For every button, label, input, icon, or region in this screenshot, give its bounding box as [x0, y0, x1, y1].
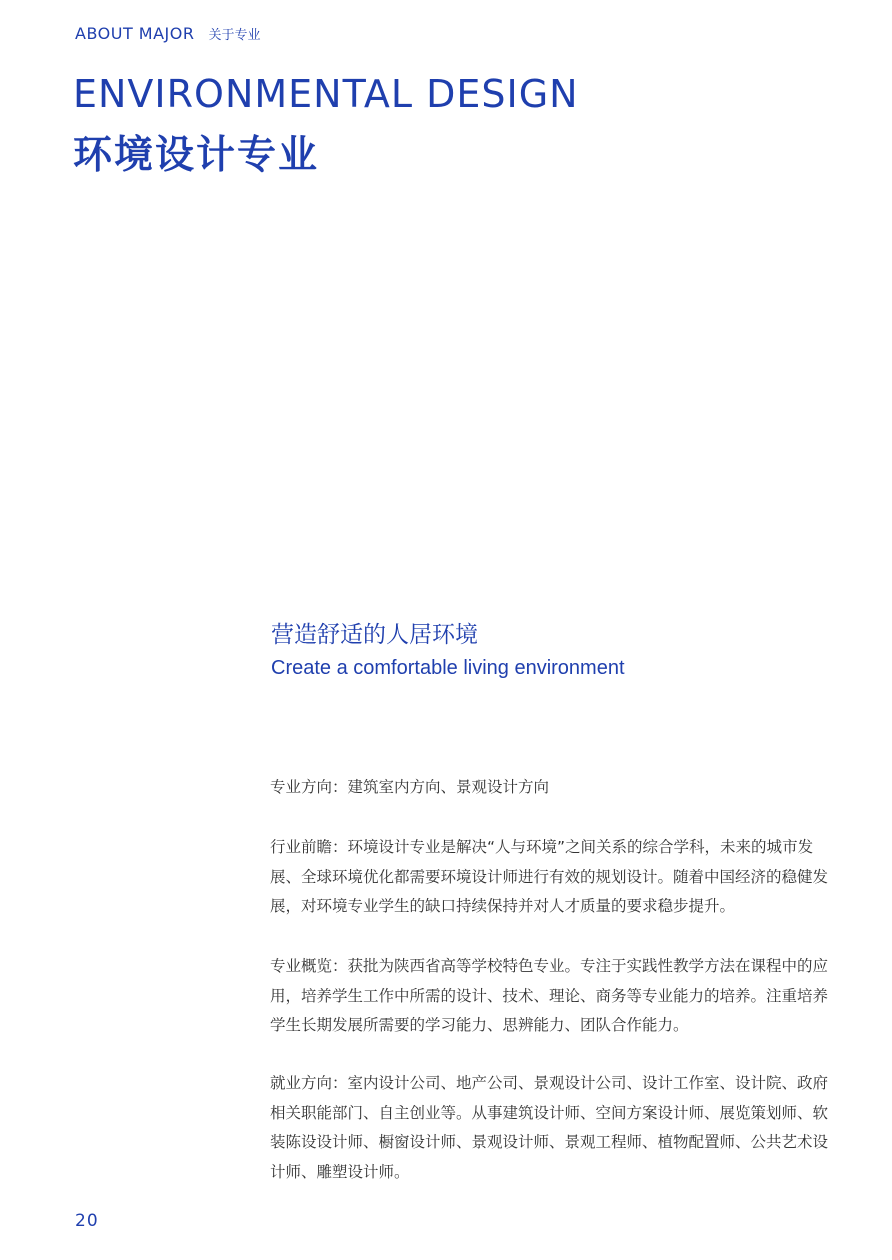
- slogan-cn: 营造舒适的人居环境: [271, 622, 478, 648]
- section-employment: 就业方向：室内设计公司、地产公司、景观设计公司、设计工作室、设计院、政府相关职能部门、自主创业等。从事建筑设计师、空间方案设计师、展览策划师、软装陈设设计师、橱窗设计师、景观设计师、景观工程师、植物配置师、公共艺术设计师、雕塑设计师。: [270, 1074, 829, 1181]
- page-title-en: ENVIRONMENTAL DESIGN: [73, 72, 579, 116]
- header-label-en: ABOUT MAJOR: [75, 24, 195, 43]
- page-number: 20: [75, 1211, 99, 1231]
- slogan-en: Create a comfortable living environment: [271, 657, 625, 679]
- section-overview: 专业概览：获批为陕西省高等学校特色专业。专注于实践性教学方法在课程中的应用，培养学生工作中所需的设计、技术、理论、商务等专业能力的培养。注重培养学生长期发展所需要的学习能力、思辨能力、团队合作能力。: [270, 957, 829, 1034]
- section-outlook: 行业前瞻：环境设计专业是解决“人与环境”之间关系的综合学科，未来的城市发展、全球环境优化都需要环境设计师进行有效的规划设计。随着中国经济的稳健发展，对环境专业学生的缺口持续保持并对人才质量的要求稳步提升。: [270, 838, 829, 915]
- page-title-cn: 环境设计专业: [73, 133, 320, 178]
- section-direction: 专业方向：建筑室内方向、景观设计方向: [270, 778, 550, 796]
- page-header: [75, 24, 261, 48]
- header-label-cn: 关于专业: [208, 28, 261, 43]
